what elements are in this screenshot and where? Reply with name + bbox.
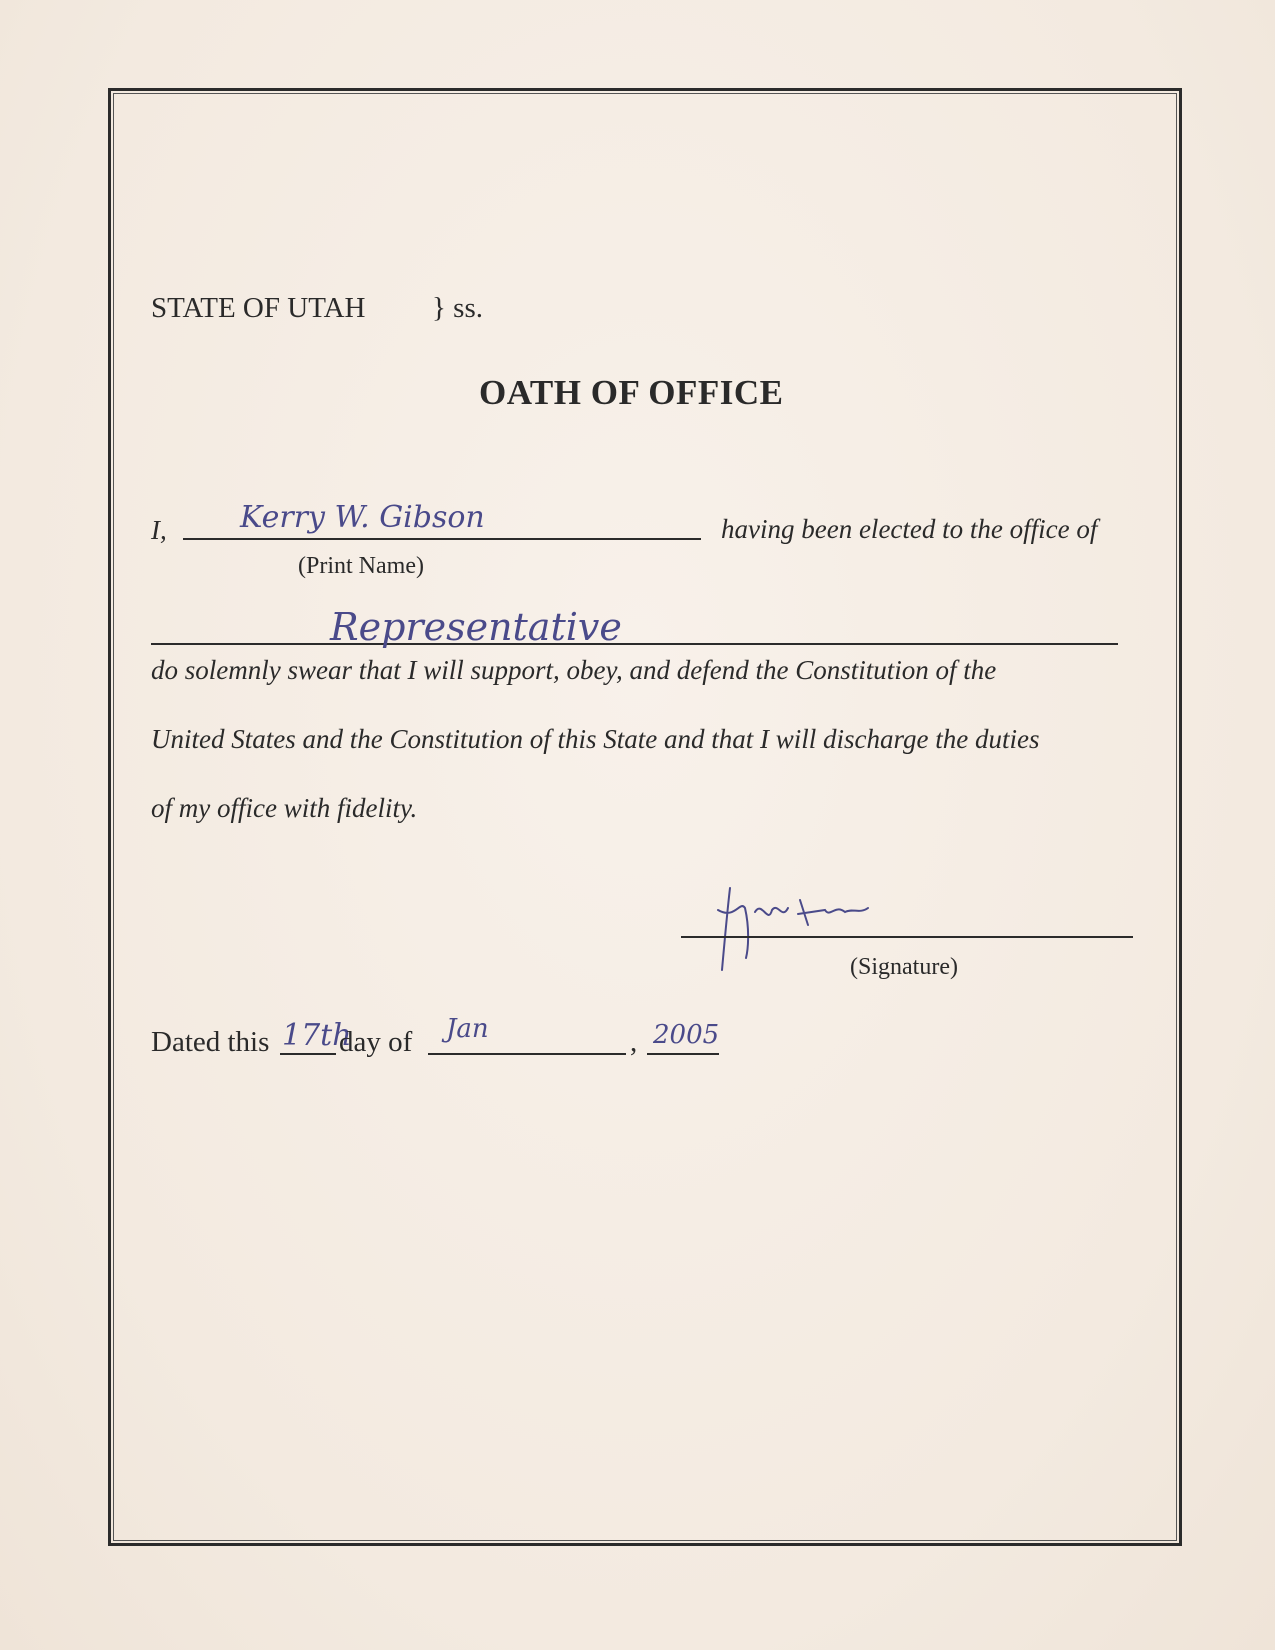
oath-line-3: of my office with fidelity. (151, 793, 418, 823)
signature-label: (Signature) (850, 954, 958, 980)
page-title: OATH OF OFFICE (479, 373, 784, 412)
day-line (280, 1053, 336, 1055)
month-line (428, 1053, 626, 1055)
oath-line-2: United States and the Constitution of this State and that I will discharge the duties (151, 724, 1040, 754)
oath-line-1: do solemnly swear that I will support, obey, and defend the Constitution of the (151, 655, 997, 685)
comma: , (630, 1026, 638, 1058)
office-line (151, 643, 1118, 645)
handwritten-day[interactable]: 17th (282, 1018, 352, 1053)
day-of-label: day of (339, 1026, 413, 1058)
print-name-label: (Print Name) (298, 553, 424, 579)
ss-label: } ss. (432, 292, 483, 324)
jurisdiction-label: STATE OF UTAH (151, 292, 366, 324)
year-line (647, 1053, 719, 1055)
handwritten-name[interactable]: Kerry W. Gibson (240, 500, 485, 535)
name-line (183, 538, 701, 540)
handwritten-office[interactable]: Representative (330, 605, 622, 649)
handwritten-month[interactable]: Jan (446, 1014, 489, 1044)
handwritten-year[interactable]: 2005 (653, 1020, 720, 1050)
signature-line[interactable] (681, 936, 1133, 938)
i-prefix: I, (151, 515, 167, 545)
dated-prefix: Dated this (151, 1026, 270, 1058)
elected-text: having been elected to the office of (721, 514, 1098, 544)
